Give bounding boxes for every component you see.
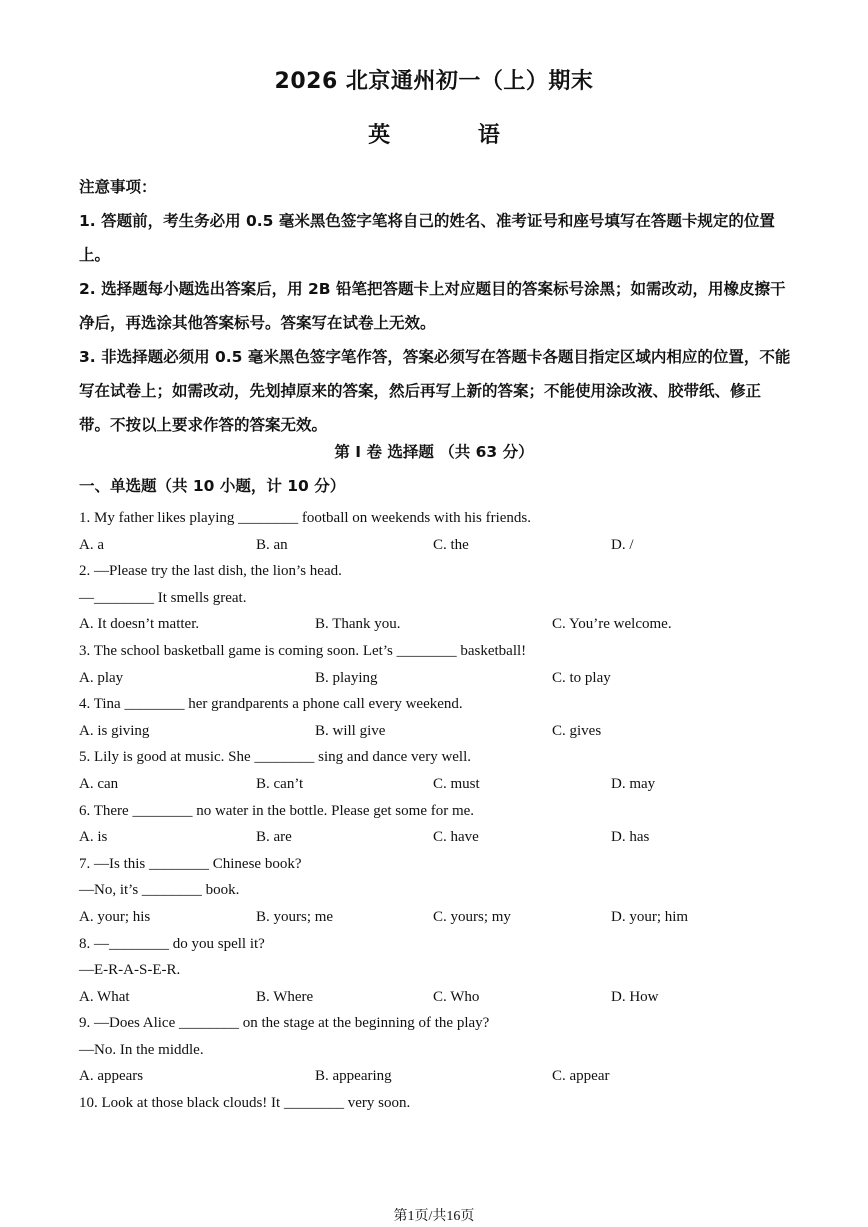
note-item-2: 2. 选择题每小题选出答案后，用 2B 铅笔把答题卡上对应题目的答案标号涂黑；如需改动，用橡皮擦干净后，再选涂其他答案标号。答案写在试卷上无效。 bbox=[79, 280, 786, 332]
question-stem: 10. Look at those black clouds! It ________ very soon. bbox=[79, 1095, 411, 1112]
answer-option: D. How bbox=[611, 988, 659, 1005]
options-row bbox=[79, 532, 799, 559]
question-stem: 9. —Does Alice ________ on the stage at the beginning of the play? bbox=[79, 1015, 490, 1032]
answer-option: C. You’re welcome. bbox=[552, 616, 672, 633]
answer-option: D. may bbox=[611, 775, 656, 792]
question-stem: 5. Lily is good at music. She ________ sing and dance very well. bbox=[79, 749, 472, 766]
answer-option: B. are bbox=[256, 829, 292, 846]
question-item bbox=[79, 931, 799, 1011]
subject-title: 英 语 bbox=[368, 123, 540, 148]
answer-option: C. gives bbox=[552, 722, 602, 739]
answer-option: B. playing bbox=[315, 669, 378, 686]
part-heading: 一、单选题（共 10 小题，计 10 分） bbox=[79, 477, 346, 495]
answer-option: C. Who bbox=[433, 988, 480, 1005]
question-response-line: —E-R-A-S-E-R. bbox=[79, 962, 181, 979]
section-title: 第 I 卷 选择题 （共 63 分） bbox=[334, 443, 534, 461]
notes-block bbox=[79, 170, 791, 442]
question-stem: 3. The school basketball game is coming soon. Let’s ________ basketball! bbox=[79, 642, 527, 659]
options-row bbox=[79, 665, 799, 692]
question-stem: 4. Tina ________ her grandparents a phone call every weekend. bbox=[79, 696, 463, 713]
answer-option: B. Thank you. bbox=[315, 616, 401, 633]
exam-title: 2026 北京通州初一（上）期末 bbox=[274, 69, 594, 94]
answer-option: B. appearing bbox=[315, 1068, 392, 1085]
page-number: 第1页/共16页 bbox=[393, 1209, 475, 1224]
answer-option: C. must bbox=[433, 775, 480, 792]
answer-option: A. can bbox=[79, 775, 119, 792]
options-row bbox=[79, 904, 799, 931]
options-row bbox=[79, 824, 799, 851]
question-list bbox=[79, 505, 799, 1117]
question-stem: 8. —________ do you spell it? bbox=[79, 935, 265, 952]
question-item bbox=[79, 744, 799, 797]
answer-option: A. What bbox=[79, 988, 130, 1005]
answer-option: D. has bbox=[611, 829, 650, 846]
answer-option: A. is giving bbox=[79, 722, 150, 739]
question-item bbox=[79, 851, 799, 931]
answer-option: A. play bbox=[79, 669, 124, 686]
answer-option: B. yours; me bbox=[256, 908, 334, 925]
question-item bbox=[79, 505, 799, 558]
answer-option: B. will give bbox=[315, 722, 386, 739]
question-stem: 2. —Please try the last dish, the lion’s head. bbox=[79, 563, 342, 580]
answer-option: C. have bbox=[433, 829, 479, 846]
answer-option: B. Where bbox=[256, 988, 314, 1005]
question-stem: 6. There ________ no water in the bottle. Please get some for me. bbox=[79, 802, 475, 819]
question-response-line: —________ It smells great. bbox=[79, 589, 247, 606]
answer-option: C. yours; my bbox=[433, 908, 511, 925]
question-stem: 1. My father likes playing ________ football on weekends with his friends. bbox=[79, 510, 532, 526]
options-row bbox=[79, 984, 799, 1011]
question-item bbox=[79, 798, 799, 851]
options-row bbox=[79, 611, 799, 638]
answer-option: A. appears bbox=[79, 1068, 144, 1085]
question-item bbox=[79, 638, 799, 691]
question-stem: 7. —Is this ________ Chinese book? bbox=[79, 855, 302, 872]
answer-option: B. an bbox=[256, 536, 288, 553]
options-row bbox=[79, 1063, 799, 1090]
question-item bbox=[79, 1090, 799, 1117]
answer-option: A. your; his bbox=[79, 908, 151, 925]
answer-option: C. the bbox=[433, 536, 469, 553]
answer-option: C. appear bbox=[552, 1068, 610, 1085]
answer-option: B. can’t bbox=[256, 775, 304, 792]
answer-option: A. It doesn’t matter. bbox=[79, 616, 200, 633]
question-response-line: —No, it’s ________ book. bbox=[79, 882, 240, 899]
options-row bbox=[79, 771, 799, 798]
question-item bbox=[79, 558, 799, 638]
answer-option: A. is bbox=[79, 829, 108, 846]
answer-option: A. a bbox=[79, 536, 104, 553]
answer-option: D. your; him bbox=[611, 908, 689, 925]
answer-option: C. to play bbox=[552, 669, 611, 686]
note-item-1: 1. 答题前，考生务必用 0.5 毫米黑色签字笔将自己的姓名、准考证号和座号填写在答题卡规定的位置上。 bbox=[79, 212, 775, 264]
answer-option: D. / bbox=[611, 536, 634, 553]
question-item bbox=[79, 1010, 799, 1090]
options-row bbox=[79, 718, 799, 745]
note-item-3: 3. 非选择题必须用 0.5 毫米黑色签字笔作答，答案必须写在答题卡各题目指定区域内相应的位置，不能写在试卷上；如需改动，先划掉原来的答案，然后再写上新的答案；不能使用涂改液、胶带纸、修正带。不按以上要求作答的答案无效。 bbox=[79, 348, 791, 434]
question-response-line: —No. In the middle. bbox=[79, 1041, 204, 1058]
notes-heading: 注意事项： bbox=[79, 178, 157, 196]
question-item bbox=[79, 691, 799, 744]
